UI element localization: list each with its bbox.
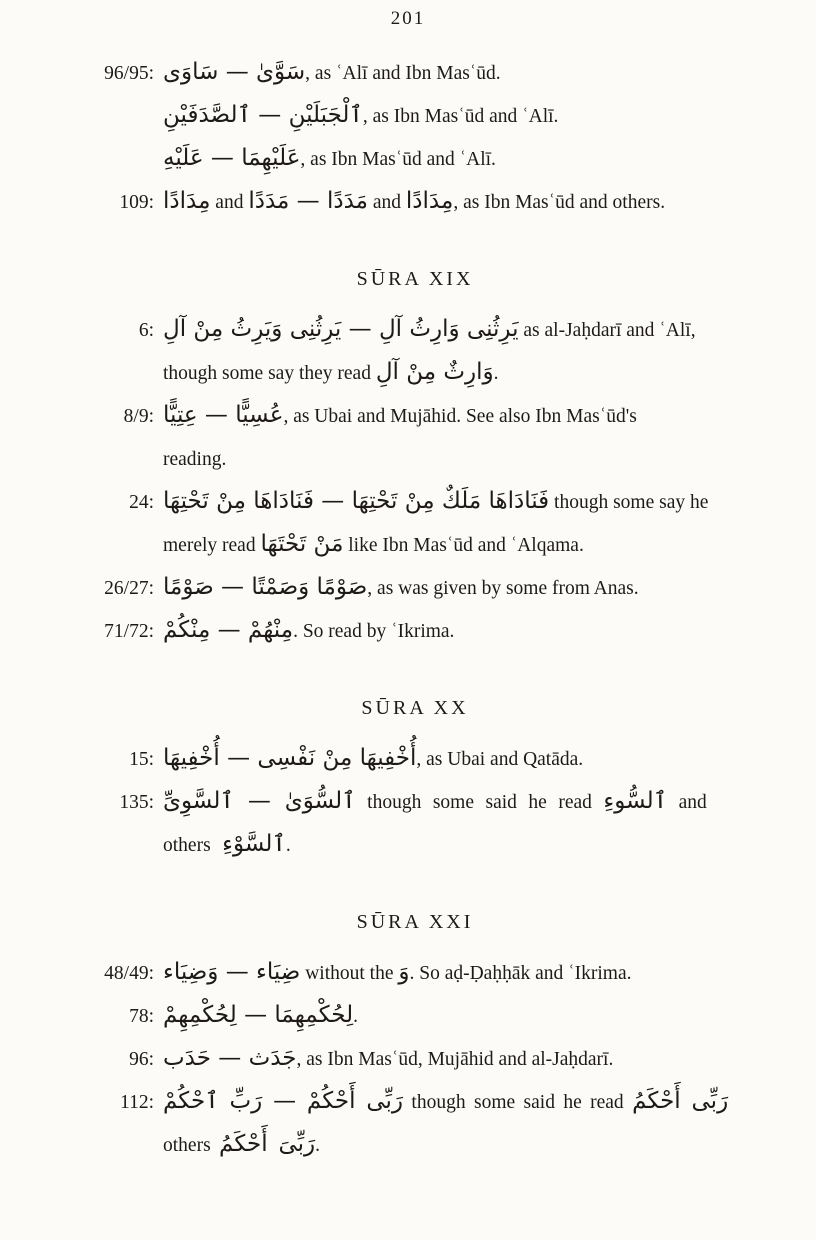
arabic-phrase: ضِيَاء — وَضِيَاء	[163, 959, 301, 985]
arabic-phrase: مِدَادًا	[405, 188, 454, 214]
verse-entry	[84, 738, 746, 781]
arabic-phrase: وَ	[398, 959, 410, 985]
arabic-phrase: سَوَّىٰ — سَاوَى	[163, 59, 306, 85]
verse-number: 24:	[129, 492, 154, 513]
arabic-phrase: مِنْهُمْ — مِنْكُمْ	[163, 617, 294, 643]
english-text: .	[315, 1135, 321, 1156]
entry-text	[163, 1081, 746, 1167]
verse-entry	[84, 52, 746, 95]
arabic-phrase: فَنَادَاهَا مَلَكٌ مِنْ تَحْتِهَا — فَنَادَاهَا مِنْ تَحْتِهَا	[163, 488, 550, 514]
sura-heading: SŪRA XXI	[356, 911, 474, 933]
entry-text	[163, 395, 746, 481]
english-text: , as Ibn Masʿūd and ʿAlī.	[300, 149, 496, 170]
english-text: , as Ibn Masʿūd and others.	[453, 192, 666, 213]
page-number: 201	[390, 8, 426, 29]
arabic-phrase: عَلَيْهِمَا — عَلَيْهِ	[163, 145, 301, 171]
sura-heading: SŪRA XX	[361, 697, 469, 719]
english-text: , as was given by some from Anas.	[367, 578, 639, 599]
entry-text	[163, 952, 746, 995]
verse-number: 8/9:	[123, 406, 154, 427]
english-text: others	[163, 835, 223, 856]
entry-text	[163, 567, 746, 610]
verse-number: 26/27:	[104, 578, 154, 599]
verse-entry	[84, 781, 746, 867]
english-text: like Ibn Masʿūd and ʿAlqama.	[343, 535, 584, 556]
english-text: , as Ibn Masʿūd and ʿAlī.	[362, 106, 559, 127]
english-text: and	[368, 192, 406, 213]
entry-text	[163, 181, 746, 224]
sura-heading: SŪRA XIX	[356, 268, 474, 290]
verse-entry	[84, 481, 746, 567]
verse-number: 96:	[129, 1049, 154, 1070]
english-text: . So read by ʿIkrima.	[293, 621, 455, 642]
entry-text	[163, 781, 746, 867]
arabic-phrase: لِحُكْمِهِمَا — لِحُكْمِهِمْ	[163, 1002, 354, 1028]
verse-number: 96/95:	[104, 63, 154, 84]
entry-text	[163, 1038, 746, 1081]
verse-entry	[84, 95, 746, 138]
entry-text	[163, 95, 746, 138]
verse-number: 112:	[120, 1092, 154, 1113]
english-text: without the	[300, 963, 399, 984]
verse-number: 78:	[129, 1006, 154, 1027]
english-text: reading.	[163, 449, 227, 470]
english-text: , as Ubai and Mujāhid. See also Ibn Masʿūd's	[283, 406, 637, 427]
english-text: .	[353, 1006, 359, 1027]
english-text: merely read	[163, 535, 261, 556]
english-text: though some said he read	[355, 792, 604, 813]
entry-text	[163, 995, 746, 1038]
arabic-phrase: مَدَدًا — مَدَدًا	[248, 188, 368, 214]
verse-entry	[84, 952, 746, 995]
english-text: .	[285, 835, 291, 856]
arabic-phrase: رَبِّى أَحْكُمْ — رَبِّ ٱحْكُمْ	[163, 1088, 404, 1114]
verse-entry	[84, 1038, 746, 1081]
english-text: as al-Jaḥdarī and ʿAlī,	[518, 320, 696, 341]
english-text: though some say they read	[163, 363, 376, 384]
verse-entry	[84, 567, 746, 610]
verse-number: 71/72:	[104, 621, 154, 642]
arabic-phrase: مِدَادًا	[163, 188, 211, 214]
arabic-phrase: ٱلْجَبَلَيْنِ — ٱلصَّدَفَيْنِ	[163, 102, 363, 128]
verse-entry	[84, 395, 746, 481]
verse-entry	[84, 309, 746, 395]
arabic-phrase: عُسِيًّا — عِتِيًّا	[163, 402, 284, 428]
english-text: and	[210, 192, 249, 213]
english-text: though some say he	[549, 492, 709, 513]
entry-text	[163, 309, 746, 395]
english-text: .	[493, 363, 499, 384]
verse-entry	[84, 995, 746, 1038]
verse-number: 6:	[138, 320, 154, 341]
english-text: , as Ubai and Qatāda.	[416, 749, 584, 770]
arabic-phrase: أُخْفِيهَا مِنْ نَفْسِى — أُخْفِيهَا	[163, 745, 417, 771]
entry-text	[163, 481, 746, 567]
verse-entry	[84, 181, 746, 224]
verse-entry	[84, 1081, 746, 1167]
entry-text	[163, 52, 746, 95]
entry-text	[163, 610, 746, 653]
english-text: , as ʿAlī and Ibn Masʿūd.	[305, 63, 501, 84]
english-text: . So aḍ-Ḍaḥḥāk and ʿIkrima.	[409, 963, 632, 984]
verse-number: 135:	[119, 792, 154, 813]
english-text: , as Ibn Masʿūd, Mujāhid and al-Jaḥdarī.	[296, 1049, 614, 1070]
arabic-phrase: جَدَث — حَدَب	[163, 1045, 297, 1071]
arabic-phrase: ٱلسُّوءِ	[603, 788, 668, 814]
verse-entry	[84, 610, 746, 653]
arabic-phrase: ٱلسُّوَىٰ — ٱلسَّوِىِّ	[163, 788, 356, 814]
entry-text	[163, 138, 746, 181]
english-text: though some said he read	[403, 1092, 633, 1113]
arabic-phrase: رَبِّىَ أَحْكَمُ	[219, 1131, 316, 1157]
entry-text	[163, 738, 746, 781]
arabic-phrase: وَارِثٌ مِنْ آلِ	[375, 359, 494, 385]
verse-entry	[84, 138, 746, 181]
arabic-phrase: يَرِثُنِى وَارِثُ آلِ — يَرِثُنِى وَيَرِثُ مِنْ آلِ	[163, 316, 519, 342]
english-text: others	[163, 1135, 220, 1156]
english-text: and	[667, 792, 707, 813]
arabic-phrase: ٱلسَّوْءِ	[222, 831, 286, 857]
arabic-phrase: رَبِّى أَحْكَمُ	[632, 1088, 729, 1114]
verse-number: 48/49:	[104, 963, 154, 984]
verse-number: 15:	[129, 749, 154, 770]
arabic-phrase: مَنْ تَحْتَهَا	[260, 531, 344, 557]
page-content	[0, 52, 816, 1167]
verse-number: 109:	[119, 192, 154, 213]
arabic-phrase: صَوْمًا وَصَمْتًا — صَوْمًا	[163, 574, 368, 600]
